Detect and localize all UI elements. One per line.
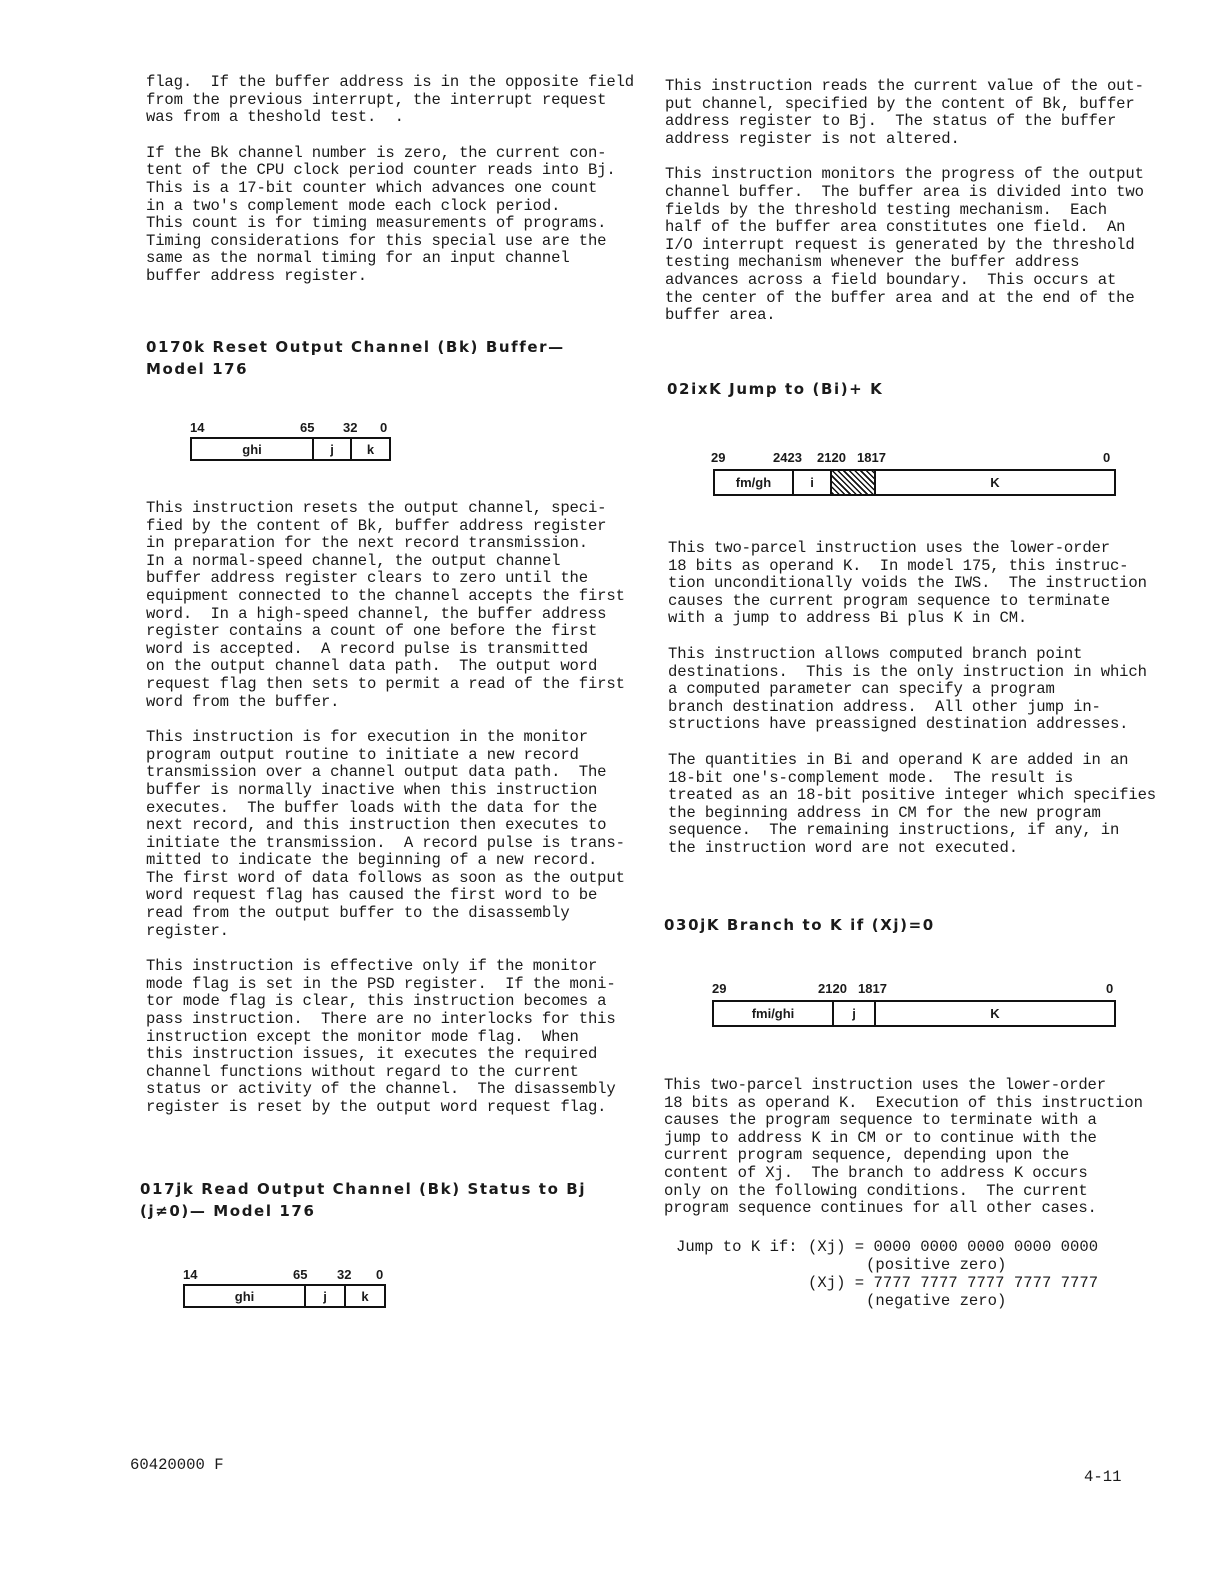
paragraph-computed-branch: This instruction allows computed branch point destinations. This is the only instruction in which a computed parameter can specify a program branch destination address. All other jump in- structions have preassigned destination addresses.	[668, 644, 1147, 734]
paragraph-bk-zero: If the Bk channel number is zero, the current con- tent of the CPU clock period counter reads into Bj. This is a 17-bit counter which advances one count in a two's complement mode each clock period. This count is for timing measurements of programs. Timing considerations for this special use are the same as the normal timing for an input channel buffer address register.	[146, 143, 616, 285]
paragraph-buffer-progress: This instruction monitors the progress of the output channel buffer. The buffer area is divided into two fields by the threshold testing mechanism. Each half of the buffer area constitutes one field. An I/O interrupt request is generated by the threshold testing mechanism whenever the buffer address advances across a field boundary. This occurs at the center of the buffer area and at the end of the buffer area.	[665, 165, 1144, 325]
field-fm-gh: fm/gh	[715, 471, 794, 494]
instruction-format-02ixK	[711, 451, 1116, 497]
condition-note-negative: (negative zero)	[866, 1292, 1007, 1310]
left-column	[146, 74, 636, 286]
field-ghi: ghi	[192, 439, 314, 459]
paragraph-threshold-flag: flag. If the buffer address is in the opposite field from the previous interrupt, the interrupt request was from a theshold test. .	[146, 73, 635, 127]
bit-label: 32	[337, 1267, 352, 1282]
field-K: K	[990, 475, 1000, 490]
paragraph-read-output-channel: This instruction reads the current value of the out- put channel, specified by the content of Bk, buffer address register to Bj. The status of the buffer address register is not altered.	[665, 77, 1144, 148]
instruction-format-0170k	[190, 421, 395, 467]
bit-label: 1817	[858, 981, 887, 996]
bit-label: 32	[343, 420, 358, 435]
field-j: j	[834, 1002, 876, 1025]
paragraph-ones-complement: The quantities in Bi and operand K are added in an 18-bit one's-complement mode. The result is treated as an 18-bit positive integer which specifies the beginning address in CM for the new program sequence. The remaining instructions, if any, in the instruction word are not executed.	[668, 750, 1157, 857]
field-K: K	[990, 1006, 1000, 1021]
paragraph-two-parcel-jump: This two-parcel instruction uses the lower-order 18 bits as operand K. In model 175, this instruc- tion unconditionally voids the IWS. The instruction causes the current program sequence to terminate with a jump to address Bi plus K in CM.	[668, 539, 1147, 628]
field-i: i	[794, 471, 832, 494]
field-fmi-ghi: fmi/ghi	[714, 1002, 834, 1025]
heading-0170k: 0170k Reset Output Channel (Bk) Buffer— Model 176	[146, 338, 565, 378]
heading-030jK: 030jK Branch to K if (Xj)=0	[664, 916, 935, 934]
bit-label: 65	[293, 1267, 308, 1282]
condition-positive-zero: (Xj) = 0000 0000 0000 0000 0000	[808, 1238, 1099, 1256]
condition-lead: Jump to K if:	[676, 1238, 798, 1256]
format-box	[713, 469, 1116, 496]
field-j: j	[306, 1286, 346, 1306]
bit-label: 14	[190, 420, 205, 435]
bit-label: 14	[183, 1267, 198, 1282]
right-column-section-030jK	[664, 1077, 1154, 1218]
bit-label: 29	[711, 450, 726, 465]
bit-label: 0	[376, 1267, 384, 1282]
heading-017jk: 017jk Read Output Channel (Bk) Status to Bj (j≠0)— Model 176	[140, 1180, 587, 1220]
right-column	[665, 78, 1155, 325]
paragraph-reset-description: This instruction resets the output channel, speci- fied by the content of Bk, buffer address register in preparation for the next record transmission. In a normal-speed channel, the output channel buffer address register clears to zero until the equipment connected to the channel accepts the first word. In a high-speed channel, the buffer address register contains a count of one before the first word is accepted. A record pulse is transmitted on the output channel data path. The output word request flag then sets to permit a read of the first word from the buffer.	[146, 499, 625, 711]
format-box	[712, 1000, 1116, 1027]
bit-label: 0	[380, 420, 388, 435]
condition-note-positive: (positive zero)	[866, 1256, 1007, 1274]
paragraph-monitor-flag: This instruction is effective only if the monitor mode flag is set in the PSD register. If the moni- tor mode flag is clear, this instruction becomes a pass instruction. There are no interlocks for this instruction except the monitor mode flag. When this instruction issues, it executes the required channel functions without regard to the current status or activity of the channel. The disassembly register is reset by the output word request flag.	[146, 957, 616, 1116]
field-j: j	[314, 439, 352, 459]
bit-label: 0	[1103, 450, 1111, 465]
heading-02ixK: 02ixK Jump to (Bi)+ K	[667, 380, 884, 398]
document-number: 60420000 F	[130, 1456, 224, 1474]
field-k: k	[366, 441, 375, 457]
field-k: k	[361, 1288, 369, 1304]
bit-label: 2120	[817, 450, 846, 465]
format-box	[183, 1284, 386, 1308]
bit-label: 2423	[773, 450, 802, 465]
bit-label: 29	[712, 981, 727, 996]
paragraph-branch-description: This two-parcel instruction uses the lower-order 18 bits as operand K. Execution of this instruction causes the program sequence to terminate with a jump to address K in CM or to continue with the current program sequence, depending upon the content of Xj. The branch to address K occurs only on the following conditions. The current program sequence continues for all other cases.	[664, 1076, 1143, 1218]
instruction-format-017jk	[183, 1268, 391, 1314]
instruction-format-030jK	[712, 982, 1118, 1028]
field-ghi: ghi	[185, 1286, 306, 1306]
condition-negative-zero: (Xj) = 7777 7777 7777 7777 7777	[808, 1274, 1099, 1292]
right-column-section-02ixK	[668, 540, 1158, 858]
page-number: 4-11	[1084, 1468, 1122, 1486]
bit-label: 65	[300, 420, 315, 435]
bit-label: 1817	[857, 450, 886, 465]
format-box	[190, 437, 391, 461]
bit-label: 2120	[818, 981, 847, 996]
bit-label: 0	[1106, 981, 1114, 996]
left-column-section-0170k	[146, 500, 636, 1117]
paragraph-monitor-routine: This instruction is for execution in the monitor program output routine to initiate a new record transmission over a channel output data path. The buffer is normally inactive when this instruction executes. The buffer loads with the data for the next record, and this instruction then executes to initiate the transmission. A record pulse is trans- mitted to indicate the beginning of a new record. The first word of data follows as soon as the output word request flag has caused the first word to be read from the output buffer to the disassembly register.	[146, 728, 625, 940]
field-unused-hatched	[832, 471, 876, 494]
